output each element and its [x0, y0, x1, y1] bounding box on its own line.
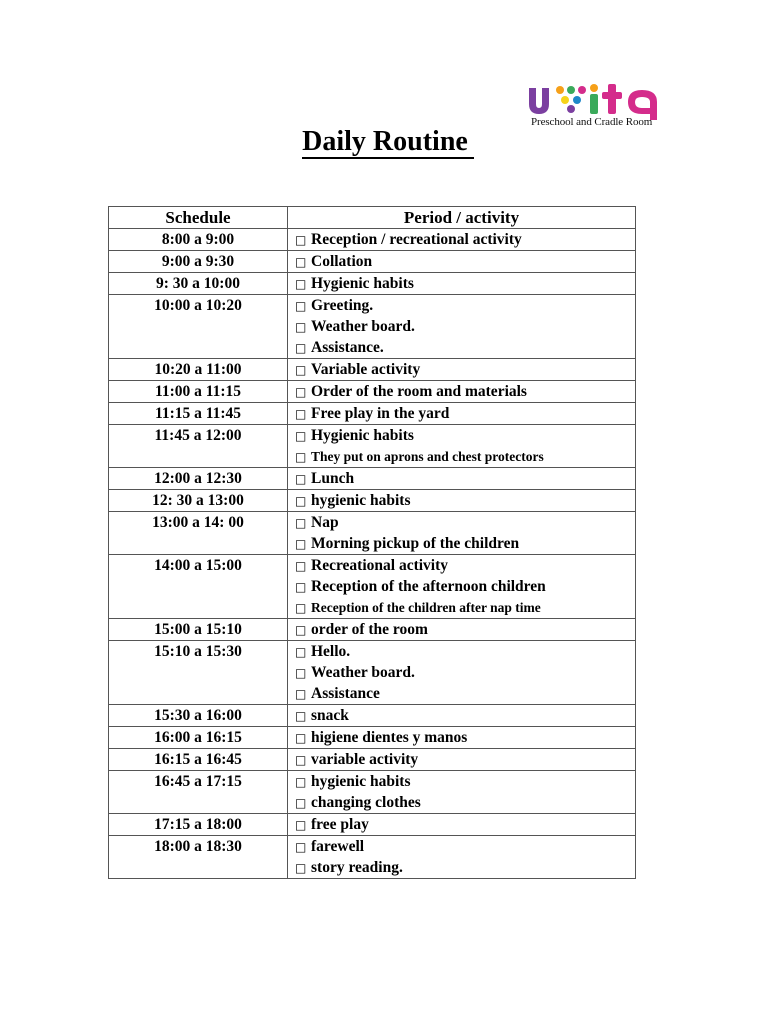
activity-item	[295, 251, 635, 272]
bullet-icon: □	[295, 623, 307, 637]
table-row	[109, 619, 636, 641]
schedule-time-cell: 9:00 a 9:30	[109, 251, 288, 273]
activity-text: variable activity	[311, 751, 419, 768]
activity-item	[295, 705, 635, 726]
table-header-row	[109, 207, 636, 229]
activity-cell	[288, 836, 636, 879]
activity-item	[295, 273, 635, 294]
table-row	[109, 273, 636, 295]
table-row	[109, 403, 636, 425]
schedule-time-cell: 8:00 a 9:00	[109, 229, 288, 251]
bullet-icon: □	[295, 255, 307, 269]
bullet-icon: □	[295, 796, 307, 810]
activity-item	[295, 792, 635, 813]
table-row	[109, 641, 636, 705]
activity-text: higiene dientes y manos	[311, 729, 468, 746]
activity-cell	[288, 490, 636, 512]
logo-subtitle: Preschool and Cradle Room	[531, 116, 653, 128]
table-row	[109, 727, 636, 749]
activity-text: Reception of the children after nap time	[311, 600, 541, 615]
bullet-icon: □	[295, 537, 307, 551]
table-row	[109, 295, 636, 359]
table-row	[109, 512, 636, 555]
activity-text: hygienic habits	[311, 773, 411, 790]
activity-item	[295, 727, 635, 748]
bullet-icon: □	[295, 516, 307, 530]
activity-cell	[288, 273, 636, 295]
schedule-column-header: Schedule	[109, 207, 288, 229]
activity-text: snack	[311, 707, 349, 724]
activity-text: Weather board.	[311, 664, 415, 681]
schedule-time-cell: 16:00 a 16:15	[109, 727, 288, 749]
activity-item	[295, 771, 635, 792]
table-row	[109, 555, 636, 619]
activity-item	[295, 533, 635, 554]
activity-text: Order of the room and materials	[311, 383, 527, 400]
schedule-time-cell: 11:00 a 11:15	[109, 381, 288, 403]
activity-item	[295, 468, 635, 489]
activity-cell	[288, 771, 636, 814]
bullet-icon: □	[295, 645, 307, 659]
bullet-icon: □	[295, 580, 307, 594]
brand-logo	[524, 80, 684, 132]
activity-text: free play	[311, 816, 369, 833]
schedule-time-cell: 13:00 a 14: 00	[109, 512, 288, 555]
activity-cell	[288, 425, 636, 468]
bullet-icon: □	[295, 687, 307, 701]
activity-text: Collation	[311, 253, 373, 270]
page-title: Daily Routine	[0, 126, 768, 158]
activity-cell	[288, 381, 636, 403]
activity-cell	[288, 403, 636, 425]
schedule-time-cell: 15:10 a 15:30	[109, 641, 288, 705]
activity-text: Greeting.	[311, 297, 374, 314]
activity-text: Reception of the afternoon children	[311, 578, 546, 595]
activity-cell	[288, 619, 636, 641]
activity-item	[295, 641, 635, 662]
table-row	[109, 705, 636, 727]
bullet-icon: □	[295, 407, 307, 421]
logo-wordmark-graphic	[524, 80, 684, 120]
schedule-time-cell: 10:20 a 11:00	[109, 359, 288, 381]
bullet-icon: □	[295, 233, 307, 247]
activity-cell	[288, 251, 636, 273]
schedule-time-cell: 16:45 a 17:15	[109, 771, 288, 814]
activity-item	[295, 295, 635, 316]
schedule-time-cell: 10:00 a 10:20	[109, 295, 288, 359]
table-row	[109, 251, 636, 273]
activity-text: Nap	[311, 514, 339, 531]
activity-text: Hello.	[311, 643, 351, 660]
bullet-icon: □	[295, 299, 307, 313]
bullet-icon: □	[295, 363, 307, 377]
activity-item	[295, 512, 635, 533]
activity-item	[295, 662, 635, 683]
activity-text: Variable activity	[311, 361, 421, 378]
activity-text: Assistance	[311, 685, 380, 702]
schedule-time-cell: 12:00 a 12:30	[109, 468, 288, 490]
activity-item	[295, 555, 635, 576]
activity-item	[295, 619, 635, 640]
activity-text: hygienic habits	[311, 492, 411, 509]
bullet-icon: □	[295, 320, 307, 334]
schedule-time-cell: 15:30 a 16:00	[109, 705, 288, 727]
schedule-time-cell: 18:00 a 18:30	[109, 836, 288, 879]
bullet-icon: □	[295, 277, 307, 291]
schedule-table	[108, 206, 636, 879]
schedule-time-cell: 9: 30 a 10:00	[109, 273, 288, 295]
schedule-time-cell: 11:45 a 12:00	[109, 425, 288, 468]
activity-cell	[288, 468, 636, 490]
activity-item	[295, 403, 635, 424]
bullet-icon: □	[295, 775, 307, 789]
bullet-icon: □	[295, 472, 307, 486]
activity-item	[295, 316, 635, 337]
schedule-time-cell: 12: 30 a 13:00	[109, 490, 288, 512]
activity-cell	[288, 295, 636, 359]
activity-text: changing clothes	[311, 794, 421, 811]
activity-item	[295, 576, 635, 597]
activity-item	[295, 749, 635, 770]
activity-item	[295, 597, 635, 618]
activity-cell	[288, 555, 636, 619]
activity-item	[295, 229, 635, 250]
activity-cell	[288, 359, 636, 381]
activity-item	[295, 814, 635, 835]
activity-text: Hygienic habits	[311, 427, 414, 444]
table-row	[109, 749, 636, 771]
table-row	[109, 229, 636, 251]
activity-item	[295, 683, 635, 704]
bullet-icon: □	[295, 731, 307, 745]
bullet-icon: □	[295, 385, 307, 399]
activity-item	[295, 490, 635, 511]
activity-cell	[288, 814, 636, 836]
table-row	[109, 468, 636, 490]
activity-item	[295, 857, 635, 878]
activity-cell	[288, 727, 636, 749]
activity-text: farewell	[311, 838, 365, 855]
schedule-time-cell: 17:15 a 18:00	[109, 814, 288, 836]
schedule-time-cell: 14:00 a 15:00	[109, 555, 288, 619]
bullet-icon: □	[295, 666, 307, 680]
activity-item	[295, 836, 635, 857]
table-row	[109, 425, 636, 468]
table-row	[109, 771, 636, 814]
bullet-icon: □	[295, 494, 307, 508]
bullet-icon: □	[295, 818, 307, 832]
activity-item	[295, 359, 635, 380]
table-row	[109, 381, 636, 403]
activity-item	[295, 446, 635, 467]
activity-text: Assistance.	[311, 339, 384, 356]
bullet-icon: □	[295, 559, 307, 573]
table-row	[109, 836, 636, 879]
table-row	[109, 490, 636, 512]
activity-text: order of the room	[311, 621, 428, 638]
activity-text: Recreational activity	[311, 557, 449, 574]
activity-cell	[288, 749, 636, 771]
activity-text: Weather board.	[311, 318, 415, 335]
bullet-icon: □	[295, 753, 307, 767]
activity-cell	[288, 229, 636, 251]
schedule-time-cell: 16:15 a 16:45	[109, 749, 288, 771]
activity-text: Reception / recreational activity	[311, 231, 522, 248]
bullet-icon: □	[295, 861, 307, 875]
activity-cell	[288, 512, 636, 555]
activity-text: Hygienic habits	[311, 275, 414, 292]
bullet-icon: □	[295, 840, 307, 854]
activity-cell	[288, 641, 636, 705]
schedule-time-cell: 15:00 a 15:10	[109, 619, 288, 641]
bullet-icon: □	[295, 429, 307, 443]
activity-cell	[288, 705, 636, 727]
bullet-icon: □	[295, 341, 307, 355]
table-row	[109, 359, 636, 381]
activity-text: Morning pickup of the children	[311, 535, 520, 552]
activity-item	[295, 337, 635, 358]
bullet-icon: □	[295, 601, 307, 615]
activity-item	[295, 381, 635, 402]
schedule-time-cell: 11:15 a 11:45	[109, 403, 288, 425]
activity-item	[295, 425, 635, 446]
activity-column-header: Period / activity	[288, 207, 636, 229]
table-row	[109, 814, 636, 836]
activity-text: Lunch	[311, 470, 355, 487]
bullet-icon: □	[295, 709, 307, 723]
activity-text: They put on aprons and chest protectors	[311, 449, 544, 464]
activity-text: Free play in the yard	[311, 405, 450, 422]
activity-text: story reading.	[311, 859, 403, 876]
bullet-icon: □	[295, 450, 307, 464]
